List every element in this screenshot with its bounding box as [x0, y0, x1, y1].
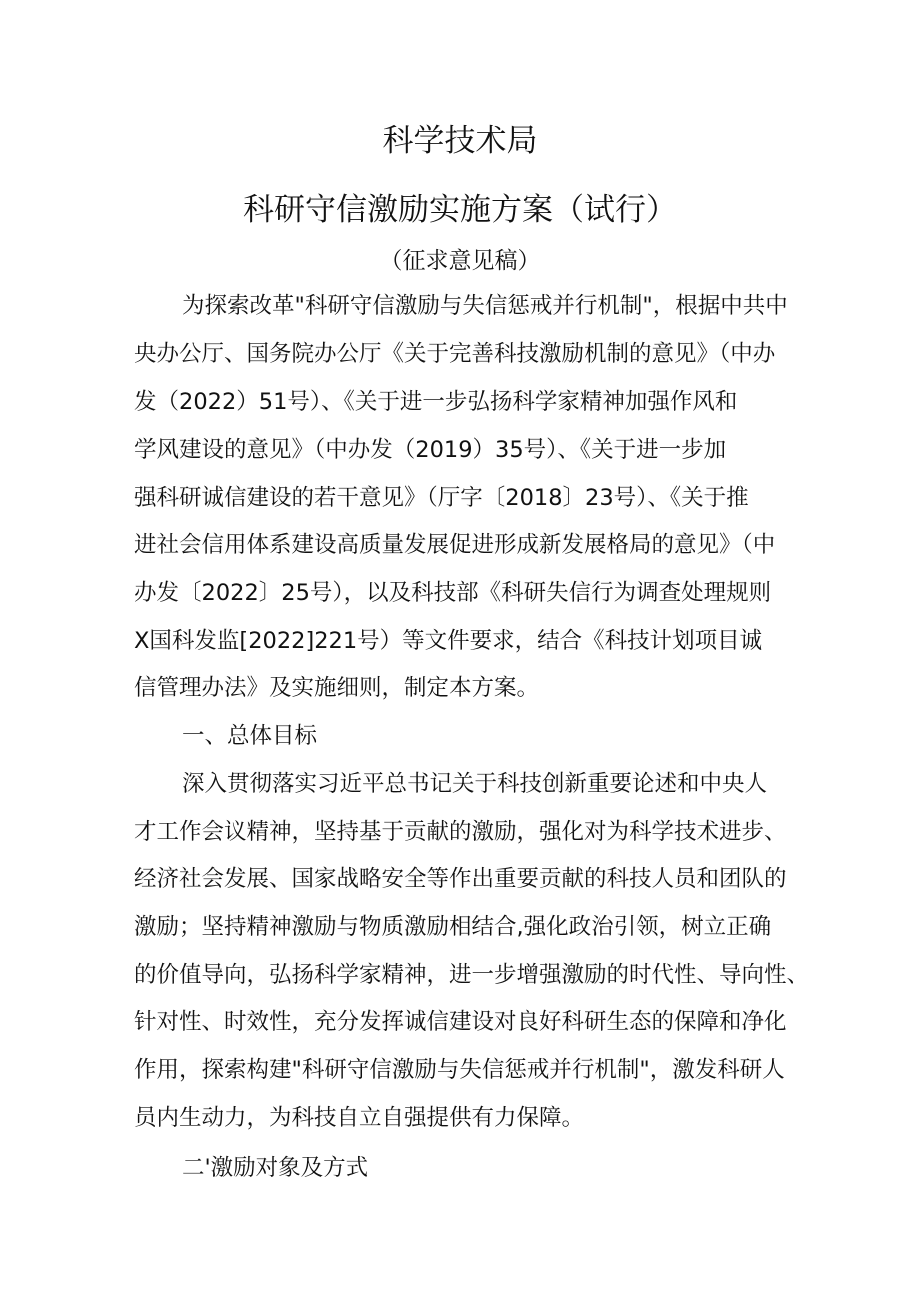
- document-subtitle: （征求意见稿）: [379, 248, 541, 274]
- intro-line-6: 进社会信用体系建设高质量发展促进形成新发展格局的意见》（中: [134, 532, 776, 558]
- section-1-line-3: 经济社会发展、国家战略安全等作出重要贡献的科技人员和团队的: [134, 866, 787, 892]
- section-1-line-2: 才工作会议精神，坚持基于贡献的激励，强化对为科学技术进步、: [134, 819, 787, 845]
- intro-line-3: 发（2022）51号）、《关于进一步弘扬科学家精神加强作风和: [134, 389, 738, 415]
- section-1-line-8: 员内生动力，为科技自立自强提供有力保障。: [134, 1105, 585, 1131]
- intro-line-1: 为探索改革"科研守信激励与失信惩戒并行机制"，根据中共中: [182, 293, 788, 319]
- org-title: 科学技术局: [382, 123, 538, 159]
- section-1-line-5: 的价值导向，弘扬科学家精神，进一步增强激励的时代性、导向性、: [134, 962, 810, 988]
- intro-line-7: 办发〔2022〕25号），以及科技部《科研失信行为调查处理规则: [134, 580, 772, 606]
- section-1-line-7: 作用，探索构建"科研守信激励与失信惩戒并行机制"，激发科研人: [134, 1057, 785, 1083]
- intro-line-4: 学风建设的意见》（中办发（2019）35号）、《关于进一步加: [134, 437, 727, 463]
- intro-line-9: 信管理办法》及实施细则，制定本方案。: [134, 675, 540, 701]
- intro-line-5: 强科研诚信建设的若干意见》（厅字〔2018〕23号）、《关于推: [134, 485, 749, 511]
- intro-line-8: X国科发监[2022]221号）等文件要求，结合《科技计划项目诚: [134, 628, 763, 654]
- section-1-line-4: 激励；坚持精神激励与物质激励相结合,强化政治引领，树立正确: [134, 914, 772, 940]
- section-2-heading: 二'激励对象及方式: [182, 1155, 369, 1181]
- section-1-line-1: 深入贯彻落实习近平总书记关于科技创新重要论述和中央人: [182, 771, 768, 797]
- section-1-heading: 一、总体目标: [182, 723, 318, 749]
- intro-line-2: 央办公厅、国务院办公厅《关于完善科技激励机制的意见》（中办: [134, 341, 776, 367]
- document-title: 科研守信激励实施方案（试行）: [243, 192, 677, 228]
- section-1-line-6: 针对性、时效性，充分发挥诚信建设对良好科研生态的保障和净化: [134, 1009, 787, 1035]
